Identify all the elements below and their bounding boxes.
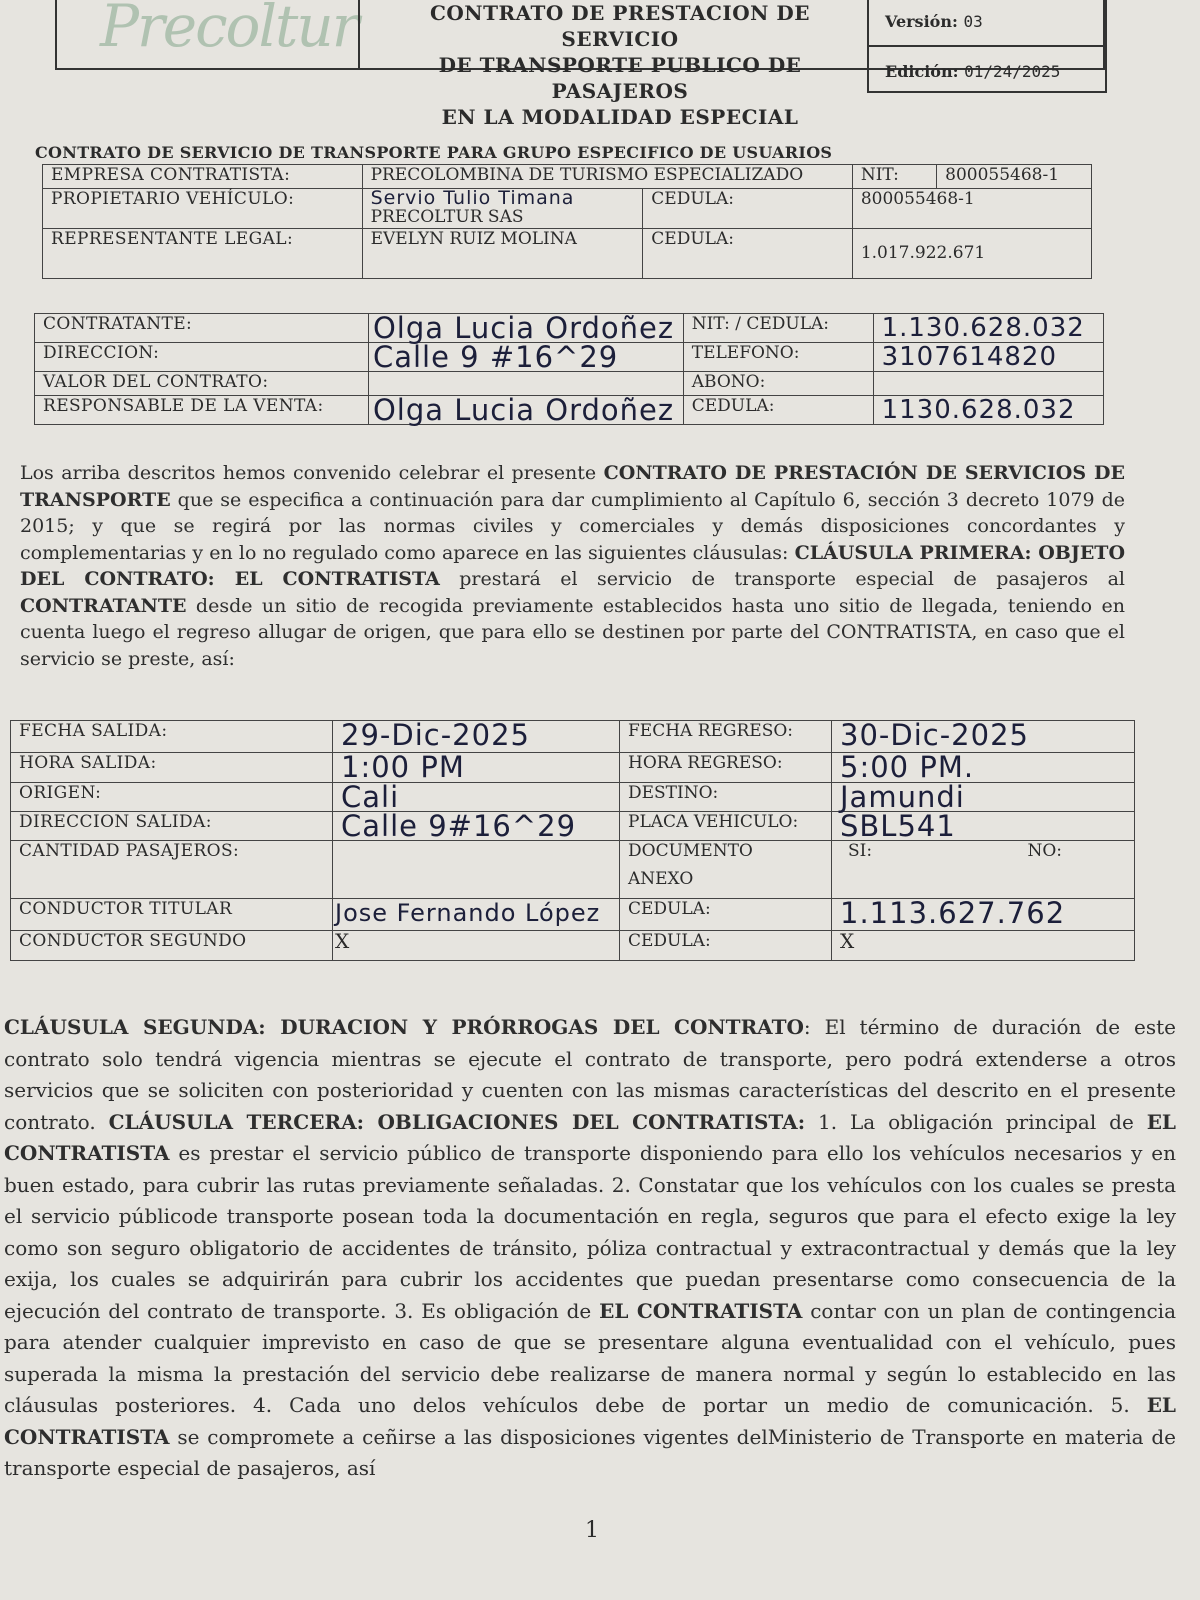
direccion-salida-value: Calle 9#16^29 [333, 812, 620, 841]
propietario-value: Servio Tulio Timana PRECOLTUR SAS [362, 189, 643, 229]
cantidad-value [333, 841, 620, 899]
propietario-cedula: 800055468-1 [852, 189, 1091, 229]
abono-label: ABONO: [683, 372, 873, 396]
direccion-value: Calle 9 #16^29 [368, 343, 683, 372]
origen-label: ORIGEN: [11, 783, 333, 812]
contratante-value: Olga Lucia Ordoñez [368, 314, 683, 343]
fecha-regreso-value: 30-Dic-2025 [832, 721, 1135, 753]
representante-cedula-label: CEDULA: [643, 229, 853, 279]
abono-value [873, 372, 1103, 396]
hora-regreso-label: HORA REGRESO: [620, 753, 832, 783]
conductor-segundo-cedula-label: CEDULA: [620, 931, 832, 961]
valor-label: VALOR DEL CONTRATO: [35, 372, 369, 396]
fecha-salida-value: 29-Dic-2025 [333, 721, 620, 753]
placa-label: PLACA VEHICULO: [620, 812, 832, 841]
si-label: SI: [848, 841, 873, 861]
hora-salida-label: HORA SALIDA: [11, 753, 333, 783]
empresa-value: PRECOLOMBINA DE TURISMO ESPECIALIZADO [362, 165, 852, 189]
conductor-segundo-label: CONDUCTOR SEGUNDO [11, 931, 333, 961]
conductor-titular-cedula: 1.113.627.762 [832, 899, 1135, 931]
representante-label: REPRESENTANTE LEGAL: [43, 229, 363, 279]
destino-label: DESTINO: [620, 783, 832, 812]
telefono-value: 3107614820 [873, 343, 1103, 372]
page-number: 1 [585, 1518, 599, 1543]
clauses-paragraph: CLÁUSULA SEGUNDA: DURACION Y PRÓRROGAS DEL CONTRATO: El término de duración de este contrato solo tendrá vigencia mientras se ejecute el contrato de transporte, pero podrá extenderse a otros servicios que se soliciten con posterioridad y cuenten con las mismas características del descrito en el presente contrato. CLÁUSULA TERCERA: OBLIGACIONES DEL CONTRATISTA: 1. La obligación principal de EL CONTRATISTA es prestar el servicio público de transporte disponiendo para ello los vehículos necesarios y en buen estado, para cubrir las rutas previamente señaladas. 2. Constatar que los vehículos con los cuales se presta el servicio públicode transporte posean toda la documentación en regla, seguros que para el efecto exige la ley como son seguro obligatorio de accidentes de tránsito, póliza contractual y extracontractual y demás que la ley exija, los cuales se adquirirán para cubrir los accidentes que puedan presentarse como consecuencia de la ejecución del contrato de transporte. 3. Es obligación de EL CONTRATISTA contar con un plan de contingencia para atender cualquier imprevisto en caso de que se presentare alguna eventualidad con el vehículo, pues superada la misma la prestación del servicio debe realizarse de manera normal y según lo establecido en las cláusulas posteriores. 4. Cada uno delos vehículos debe de portar un medio de comunicación. 5. EL CONTRATISTA se compromete a ceñirse a las disposiciones vigentes delMinisterio de Transporte en materia de transporte especial de pasajeros, así [4, 1015, 1176, 1480]
responsable-value: Olga Lucia Ordoñez [368, 396, 683, 425]
section-title: CONTRATO DE SERVICIO DE TRANSPORTE PARA GRUPO ESPECIFICO DE USUARIOS [35, 143, 833, 162]
cedula-label: CEDULA: [643, 189, 853, 229]
nit-value: 800055468-1 [937, 165, 1092, 189]
conductor-segundo-cedula: X [832, 931, 1135, 961]
document-header [55, 0, 1105, 129]
document-title: CONTRATO DE PRESTACION DE SERVICIO DE TRANSPORTE PUBLICO DE PASAJEROS EN LA MODALIDAD ESPECIAL [429, 1, 811, 129]
destino-value: Jamundi [832, 783, 1135, 812]
propietario-label: PROPIETARIO VEHÍCULO: [43, 189, 363, 229]
no-label: NO: [1027, 841, 1063, 861]
fecha-salida-label: FECHA SALIDA: [11, 721, 333, 753]
conductor-titular-cedula-label: CEDULA: [620, 899, 832, 931]
responsable-label: RESPONSABLE DE LA VENTA: [35, 396, 369, 425]
contratante-label: CONTRATANTE: [35, 314, 369, 343]
empresa-label: EMPRESA CONTRATISTA: [43, 165, 363, 189]
hora-salida-value: 1:00 PM [333, 753, 620, 783]
telefono-label: TELEFONO: [683, 343, 873, 372]
direccion-label: DIRECCION: [35, 343, 369, 372]
fecha-regreso-label: FECHA REGRESO: [620, 721, 832, 753]
contratante-nit-value: 1.130.628.032 [873, 314, 1103, 343]
company-table [42, 164, 1092, 279]
representante-value: EVELYN RUIZ MOLINA [362, 229, 643, 279]
responsable-cedula-label: CEDULA: [683, 396, 873, 425]
version-field: Versión: 03 [885, 12, 983, 31]
origen-value: Cali [333, 783, 620, 812]
cantidad-label: CANTIDAD PASAJEROS: [11, 841, 333, 899]
conductor-segundo-value: X [333, 931, 620, 961]
company-logo: Precoltur [100, 0, 358, 60]
contratante-nit-label: NIT: / CEDULA: [683, 314, 873, 343]
trip-table [10, 720, 1135, 961]
propietario-handwritten: Servio Tulio Timana [370, 187, 575, 209]
documento-options [832, 841, 1135, 899]
intro-paragraph: Los arriba descritos hemos convenido celebrar el presente CONTRATO DE PRESTACIÓN DE SERVICIOS DE TRANSPORTE que se especifica a continuación para dar cumplimiento al Capítulo 6, sección 3 decreto 1079 de 2015; y que se regirá por las normas civiles y comerciales y demás disposiciones concordantes y complementarias y en lo no regulado como aparece en las siguientes cláusulas: CLÁUSULA PRIMERA: OBJETO DEL CONTRATO: EL CONTRATISTA prestará el servicio de transporte especial de pasajeros al CONTRATANTE desde un sitio de recogida previamente establecidos hasta uno sitio de llegada, teniendo en cuenta luego el regreso allugar de origen, que para ello se destinen por parte del CONTRATISTA, en caso que el servicio se preste, así: [20, 462, 1126, 670]
representante-cedula: 1.017.922.671 [852, 229, 1091, 279]
edition-field: Edición: 01/24/2025 [885, 62, 1061, 81]
documento-label: DOCUMENTO ANEXO [620, 841, 832, 899]
hora-regreso-value: 5:00 PM. [832, 753, 1135, 783]
direccion-salida-label: DIRECCION SALIDA: [11, 812, 333, 841]
nit-label: NIT: [852, 165, 936, 189]
responsable-cedula-value: 1130.628.032 [873, 396, 1103, 425]
conductor-titular-value: Jose Fernando López [333, 899, 620, 931]
valor-value [368, 372, 683, 396]
conductor-titular-label: CONDUCTOR TITULAR [11, 899, 333, 931]
placa-value: SBL541 [832, 812, 1135, 841]
contratante-table [34, 313, 1104, 425]
